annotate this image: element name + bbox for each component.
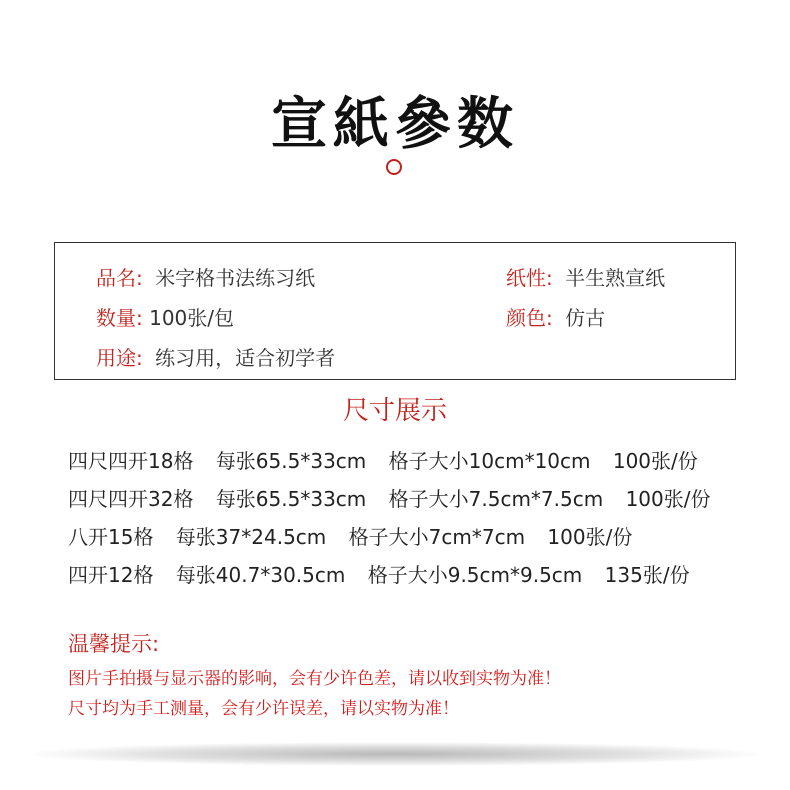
- size-row: [68, 559, 706, 588]
- info-use-value: 练习用，适合初学者: [155, 346, 336, 370]
- size-count: 100张/份: [547, 525, 633, 549]
- size-name: 四尺四开32格: [68, 487, 194, 511]
- info-name-value: 米字格书法练习纸: [155, 266, 316, 290]
- size-grid: 格子大小7.5cm*7.5cm: [388, 487, 604, 511]
- size-grid: 格子大小7cm*7cm: [348, 525, 526, 549]
- size-row: [68, 483, 727, 512]
- info-color-row: [506, 302, 605, 331]
- sizes-section-title: 尺寸展示: [342, 396, 447, 426]
- size-sheet: 每张37*24.5cm: [175, 525, 327, 549]
- info-use-row: [96, 342, 335, 371]
- size-name: 八开15格: [68, 525, 154, 549]
- info-name-row: [96, 262, 315, 291]
- info-use-label: 用途:: [96, 346, 143, 370]
- info-qty-label: 数量:: [96, 306, 143, 330]
- info-paper-label: 纸性:: [506, 266, 553, 290]
- page-shadow: [30, 742, 760, 766]
- info-color-value: 仿古: [565, 306, 606, 330]
- page-title: 宣紙參数: [271, 91, 519, 157]
- size-count: 100张/份: [612, 449, 698, 473]
- info-paper-value: 半生熟宣纸: [565, 266, 666, 290]
- size-count: 135张/份: [604, 563, 690, 587]
- circle-ornament-icon: [386, 159, 402, 175]
- info-qty-row: [96, 302, 234, 331]
- size-name: 四尺四开18格: [68, 449, 194, 473]
- tips-line-color: 图片手拍摄与显示器的影响，会有少许色差，请以收到实物为准！: [68, 669, 561, 689]
- size-row: [68, 521, 648, 550]
- size-grid: 格子大小9.5cm*9.5cm: [367, 563, 583, 587]
- size-sheet: 每张40.7*30.5cm: [175, 563, 346, 587]
- info-name-label: 品名:: [96, 266, 143, 290]
- tips-title: 温馨提示:: [68, 632, 160, 656]
- info-paper-row: [506, 262, 665, 291]
- size-row: [68, 445, 714, 474]
- size-name: 四开12格: [68, 563, 154, 587]
- size-count: 100张/份: [625, 487, 711, 511]
- tips-line-measure: 尺寸均为手工测量，会有少许误差，请以实物为准！: [68, 699, 459, 719]
- size-grid: 格子大小10cm*10cm: [388, 449, 591, 473]
- info-qty-value: 100张/包: [149, 306, 235, 330]
- info-color-label: 颜色:: [506, 306, 553, 330]
- size-sheet: 每张65.5*33cm: [215, 449, 367, 473]
- size-sheet: 每张65.5*33cm: [215, 487, 367, 511]
